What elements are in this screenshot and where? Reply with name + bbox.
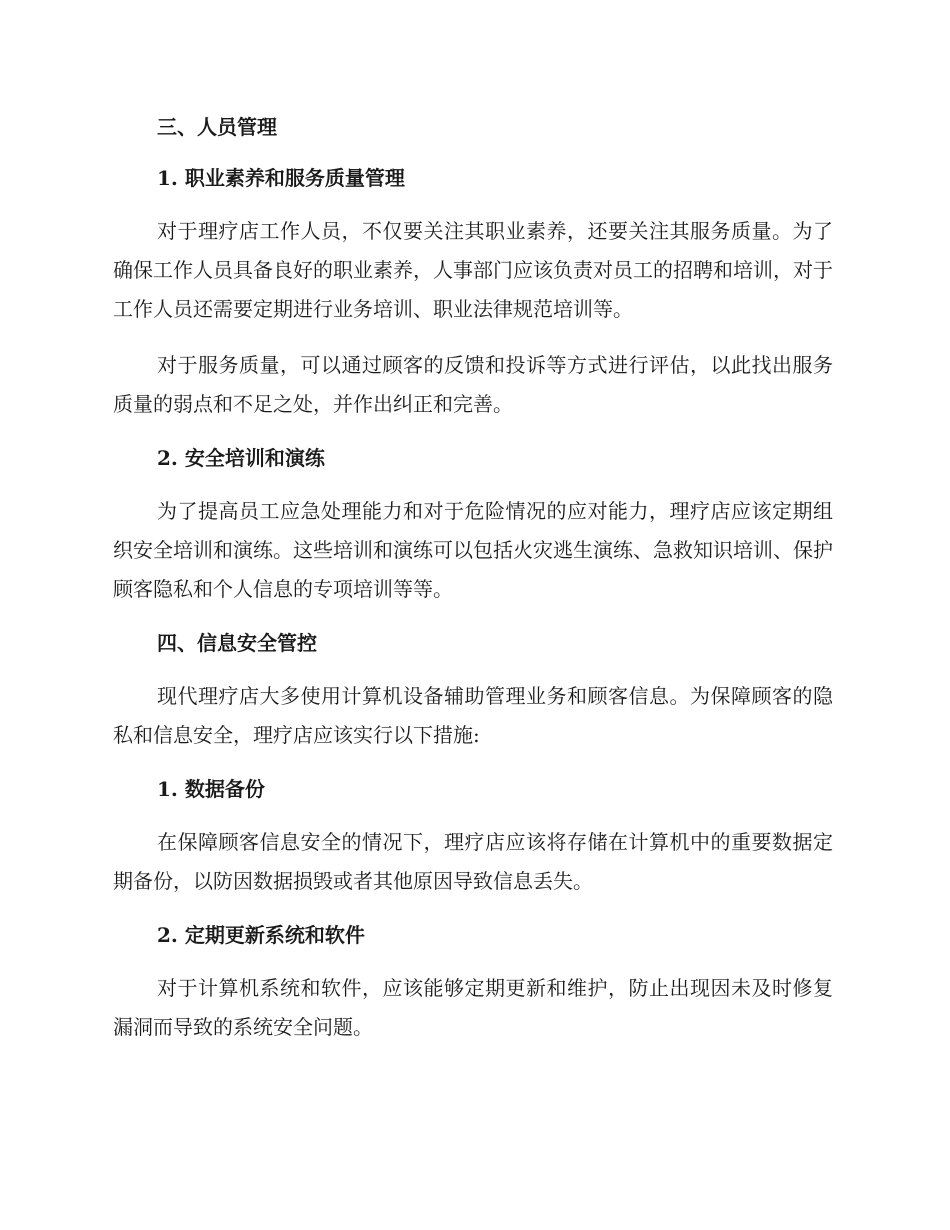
paragraph: 为了提高员工应急处理能力和对于危险情况的应对能力，理疗店应该定期组织安全培训和演练。这些培训和演练可以包括火灾逃生演练、急救知识培训、保护顾客隐私和个人信息的专项培训等等。 bbox=[113, 499, 833, 601]
section-title-info-security: 四、信息安全管控 bbox=[157, 631, 317, 655]
paragraph: 现代理疗店大多使用计算机设备辅助管理业务和顾客信息。为保障顾客的隐私和信息安全，理疗店应该实行以下措施: bbox=[113, 684, 833, 747]
paragraph: 在保障顾客信息安全的情况下，理疗店应该将存储在计算机中的重要数据定期备份，以防因数据损毁或者其他原因导致信息丢失。 bbox=[113, 830, 833, 893]
subsection-title-safety-training: 2. 安全培训和演练 bbox=[157, 446, 325, 470]
paragraph: 对于理疗店工作人员，不仅要关注其职业素养，还要关注其服务质量。为了确保工作人员具备良好的职业素养，人事部门应该负责对员工的招聘和培训，对于工作人员还需要定期进行业务培训、职业法律规范培训等。 bbox=[113, 219, 833, 321]
subsection-title-professionalism: 1. 职业素养和服务质量管理 bbox=[157, 166, 405, 190]
subsection-title-data-backup: 1. 数据备份 bbox=[157, 777, 265, 801]
section-title-personnel: 三、人员管理 bbox=[157, 115, 277, 139]
document-body bbox=[113, 110, 833, 1064]
paragraph: 对于计算机系统和软件，应该能够定期更新和维护，防止出现因未及时修复漏洞而导致的系统安全问题。 bbox=[113, 976, 833, 1039]
paragraph: 对于服务质量，可以通过顾客的反馈和投诉等方式进行评估，以此找出服务质量的弱点和不足之处，并作出纠正和完善。 bbox=[113, 353, 833, 416]
subsection-title-system-updates: 2. 定期更新系统和软件 bbox=[157, 923, 365, 947]
